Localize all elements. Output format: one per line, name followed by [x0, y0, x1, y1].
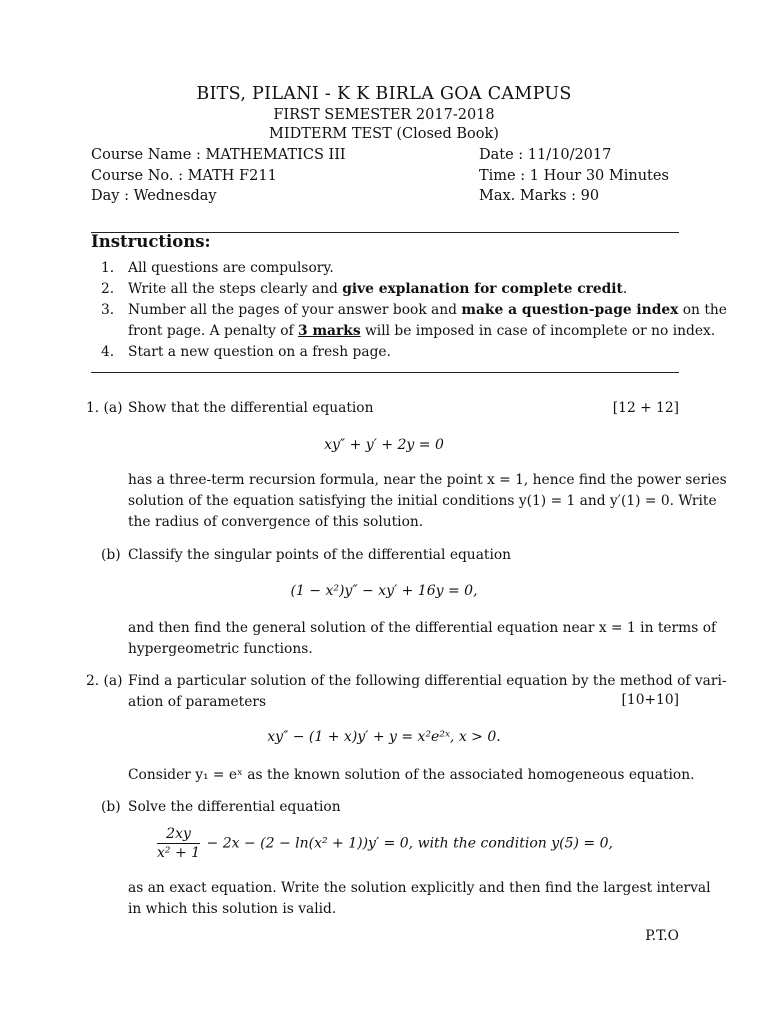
course-no: Course No. : MATH F211 — [91, 168, 277, 184]
q2b-equation: $\frac{2xy}{\text{x² + 1}}$ − 2x − (2 − ln(x² + 1))y′ = 0, with the condition y(5) = 0, — [157, 826, 613, 861]
pto-label: P.T.O — [645, 928, 679, 944]
semester-line: FIRST SEMESTER 2017-2018 — [273, 107, 495, 123]
instructions-title: Instructions: — [91, 232, 211, 251]
q2b-text: Solve the differential equation — [128, 799, 341, 815]
q1a-text: Show that the differential equation — [128, 400, 374, 416]
q2-marks: [10+10] — [621, 692, 679, 708]
exam-page: BITS, PILANI - K K BIRLA GOA CAMPUS FIRST SEMESTER 2017-2018 MIDTERM TEST (Closed Book) Course Name : MATHEMATICS III Course No. : MATH F211 Day : Wednesday Date : 11/10/2017 Time : 1 Hour 30 Minutes Max. Marks : 90 Instructions: 1. All questions are compulsory. 2. Write all the steps clearly and give explanation for complete credit. 3. Number all the pages of your answer book and make a question-page index on the front page. A penalty of 3 marks will be imposed in case of incomplete or no index. 4. Start a new question on a fresh page. 1. (a) Show that the differential equation [12 + 12] xy″ + y′ + 2y = 0 has a three-term recursion formula, near the point x = 1, hence find the power series solution of the equation satisfying the initial conditions y(1) = 1 and y′(1) = 0. Write the radius of convergence of this solution. (b) Classify the singular points of the differential equation (1 − x²)y″ − xy′ + 16y = 0, and then find the general solution of the differential equation near x = 1 in terms of hypergeometric functions. 2. (a) Find a particular solution of the following differential equation by the method of vari- ation of parameters [10+10] xy″ − (1 + x)y′ + y = x²e²ˣ, x > 0. Consider y₁ = eˣ as the known solution of the associated homogeneous equation. (b) Solve the differential equation $\frac{2xy}{\text{x² + 1}}$ − 2x − (2 − ln(x² + 1))y′ = 0, with the condition y(5) = 0, as an exact equation. Write the solution explicitly and then find the largest interval in which this solution is valid. P.T.O — [0, 0, 768, 1024]
q2b-label: (b) — [101, 799, 121, 815]
institute-title: BITS, PILANI - K K BIRLA GOA CAMPUS — [196, 84, 572, 104]
q1b-text: Classify the singular points of the differential equation — [128, 547, 512, 563]
q2b-fraction: $\frac{2xy}{\text{x² + 1}}$ — [157, 826, 201, 861]
q2a-equation: xy″ − (1 + x)y′ + y = x²e²ˣ, x > 0. — [267, 729, 501, 745]
course-name: Course Name : MATHEMATICS III — [91, 147, 346, 163]
q1-number: 1. (a) — [86, 400, 123, 416]
max-marks: Max. Marks : 90 — [479, 188, 600, 204]
day: Day : Wednesday — [91, 188, 217, 204]
time: Time : 1 Hour 30 Minutes — [479, 168, 669, 184]
q1b-label: (b) — [101, 547, 121, 563]
q1-marks: [12 + 12] — [612, 400, 679, 416]
q1b-equation: (1 − x²)y″ − xy′ + 16y = 0, — [290, 583, 478, 599]
q1a-paragraph: has a three-term recursion formula, near the point x = 1, hence find the power series solution of the equation satisfying the initial conditions y(1) = 1 and y′(1) = 0. Write the radius of convergence of this solution. — [128, 472, 727, 530]
q1b-paragraph: and then find the general solution of the differential equation near x = 1 in terms of hypergeometric functions. — [128, 620, 717, 657]
divider-bottom — [91, 372, 679, 373]
q2b-paragraph: as an exact equation. Write the solution explicitly and then find the largest interval in which this solution is valid. — [128, 880, 711, 917]
test-line: MIDTERM TEST (Closed Book) — [269, 126, 499, 142]
q2a-paragraph: Find a particular solution of the following differential equation by the method of vari- ation of parameters — [128, 673, 727, 710]
q1a-equation: xy″ + y′ + 2y = 0 — [324, 437, 444, 453]
date: Date : 11/10/2017 — [479, 147, 612, 163]
q2a-note: Consider y₁ = eˣ as the known solution of the associated homogeneous equation. — [128, 767, 695, 783]
q2-number: 2. (a) — [86, 673, 123, 689]
